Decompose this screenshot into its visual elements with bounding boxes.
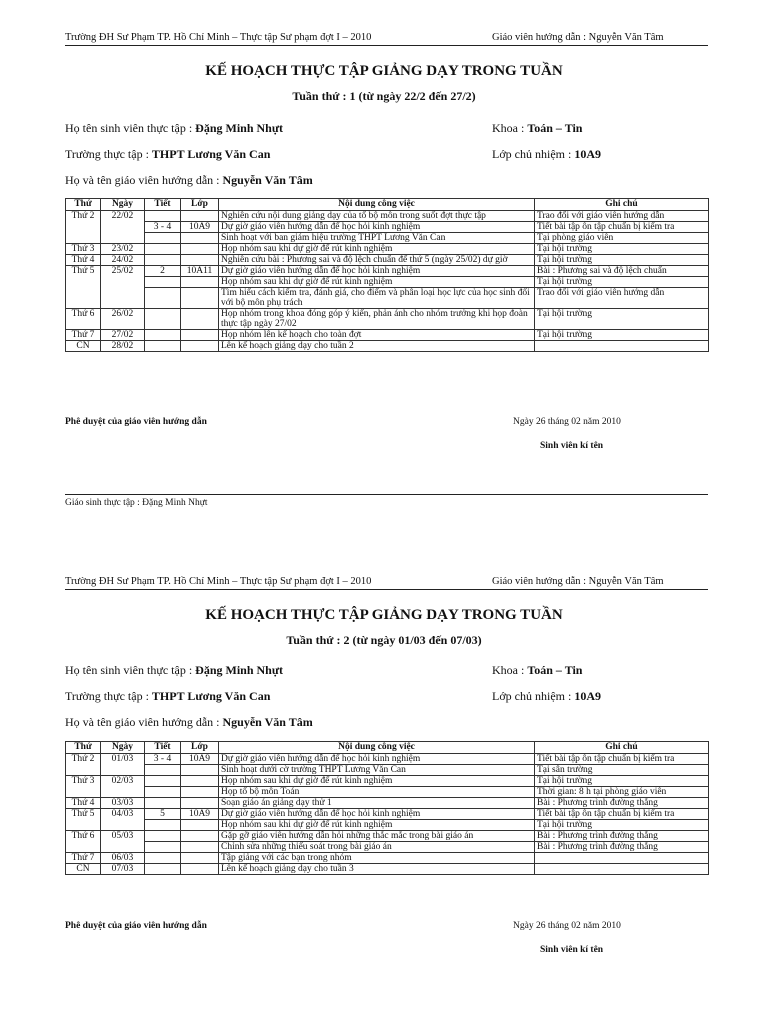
plan-title: KẾ HOẠCH THỰC TẬP GIẢNG DẠY TRONG TUẦN (205, 63, 563, 79)
table-row (66, 341, 709, 352)
homeroom-label: Lớp chủ nhiệm : (492, 147, 575, 161)
cell-note (535, 864, 709, 875)
cell-period (145, 277, 181, 288)
col-header-content: Nội dung công việc (219, 742, 535, 754)
student-line (65, 663, 283, 678)
signature-divider (65, 494, 708, 495)
cell-date: 05/03 (101, 831, 145, 853)
cell-content: Chỉnh sửa những thiếu soát trong bài giáo án (219, 842, 535, 853)
cell-class (181, 309, 219, 330)
cell-date: 02/03 (101, 776, 145, 798)
header-divider (65, 589, 708, 590)
cell-date: 27/02 (101, 330, 145, 341)
signed-date: Ngày 26 tháng 02 năm 2010 (513, 417, 621, 427)
school-name: THPT Lương Văn Can (151, 147, 271, 161)
cell-day: Thứ 4 (66, 798, 101, 809)
cell-class (181, 330, 219, 341)
student-label: Họ tên sinh viên thực tập : (65, 121, 196, 135)
page-header (65, 32, 708, 46)
cell-class (181, 820, 219, 831)
cell-content: Dự giờ giáo viên hướng dẫn để học hỏi kinh nghiệm (219, 809, 535, 820)
homeroom-class: 10A9 (574, 147, 602, 161)
cell-note: Tại hội trường (535, 255, 709, 266)
cell-period (145, 330, 181, 341)
table-row (66, 222, 709, 233)
cell-class (181, 776, 219, 787)
cell-class (181, 842, 219, 853)
header-school: Trường ĐH Sư Phạm TP. Hồ Chí Minh – Thực tập Sư phạm đợt I – 2010 (65, 32, 372, 43)
table-row (66, 787, 709, 798)
cell-day: CN (66, 864, 101, 875)
cell-class (181, 255, 219, 266)
table-row (66, 330, 709, 341)
table-row (66, 266, 709, 277)
cell-content: Dự giờ giáo viên hướng dẫn để học hỏi kinh nghiệm (219, 266, 535, 277)
student-name: Đặng Minh Nhựt (195, 121, 284, 135)
cell-content: Họp tổ bộ môn Toán (219, 787, 535, 798)
cell-note: Trao đổi với giáo viên hướng dẫn (535, 288, 709, 309)
table-row (66, 754, 709, 765)
col-header-class: Lớp (181, 199, 219, 211)
cell-content: Dự giờ giáo viên hướng dẫn để học hỏi kinh nghiệm (219, 222, 535, 233)
week-2-section (0, 576, 768, 1016)
cell-day: Thứ 2 (66, 754, 101, 776)
cell-period (145, 787, 181, 798)
homeroom-line (492, 689, 601, 704)
cell-period: 3 - 4 (145, 222, 181, 233)
school-line (65, 147, 270, 162)
cell-day: Thứ 6 (66, 831, 101, 853)
col-header-note: Ghi chú (535, 742, 709, 754)
cell-class (181, 853, 219, 864)
teacher-line (65, 715, 313, 730)
cell-day: Thứ 2 (66, 211, 101, 244)
table-header-row (66, 199, 709, 211)
student-label: Họ tên sinh viên thực tập : (65, 663, 196, 677)
schedule-table (65, 741, 709, 875)
col-header-period: Tiết (145, 742, 181, 754)
cell-note: Tiết bài tập ôn tập chuẩn bị kiểm tra (535, 754, 709, 765)
cell-period (145, 820, 181, 831)
student-name: Đặng Minh Nhựt (195, 663, 284, 677)
table-row (66, 233, 709, 244)
cell-class (181, 233, 219, 244)
col-header-class: Lớp (181, 742, 219, 754)
header-divider (65, 45, 708, 46)
school-name: THPT Lương Văn Can (151, 689, 271, 703)
col-header-period: Tiết (145, 199, 181, 211)
table-row (66, 255, 709, 266)
cell-class (181, 288, 219, 309)
cell-note: Tại sân trường (535, 765, 709, 776)
cell-date: 07/03 (101, 864, 145, 875)
table-row (66, 211, 709, 222)
cell-content: Sinh hoạt dưới cờ trường THPT Lương Văn Can (219, 765, 535, 776)
approval-label: Phê duyệt của giáo viên hướng dẫn (65, 921, 207, 931)
teacher-name: Nguyễn Văn Tâm (222, 715, 313, 729)
cell-class (181, 765, 219, 776)
cell-day: Thứ 3 (66, 776, 101, 798)
cell-content: Lên kế hoạch giảng dạy cho tuần 2 (219, 341, 535, 352)
cell-note: Tại hội trường (535, 776, 709, 787)
col-header-date: Ngày (101, 199, 145, 211)
col-header-content: Nội dung công việc (219, 199, 535, 211)
col-header-note: Ghi chú (535, 199, 709, 211)
cell-content: Tập giảng với các bạn trong nhóm (219, 853, 535, 864)
cell-class: 10A9 (181, 754, 219, 765)
faculty-name: Toán – Tin (527, 663, 583, 677)
signature-label: Sinh viên kí tên (540, 945, 604, 955)
cell-date: 04/03 (101, 809, 145, 831)
cell-period: 5 (145, 809, 181, 820)
cell-content: Họp nhóm sau khi dự giờ để rút kinh nghiệm (219, 244, 535, 255)
col-header-date: Ngày (101, 742, 145, 754)
week-label: Tuần thứ : 1 (từ ngày 22/2 đến 27/2) (292, 89, 476, 103)
faculty-label: Khoa : (492, 121, 528, 135)
approval-label: Phê duyệt của giáo viên hướng dẫn (65, 417, 207, 427)
homeroom-label: Lớp chủ nhiệm : (492, 689, 575, 703)
cell-period (145, 864, 181, 875)
header-school: Trường ĐH Sư Phạm TP. Hồ Chí Minh – Thực tập Sư phạm đợt I – 2010 (65, 576, 372, 587)
cell-note (535, 853, 709, 864)
col-header-day: Thứ (66, 199, 101, 211)
table-row (66, 765, 709, 776)
teacher-name: Nguyễn Văn Tâm (222, 173, 313, 187)
plan-title: KẾ HOẠCH THỰC TẬP GIẢNG DẠY TRONG TUẦN (205, 607, 563, 623)
schedule-table (65, 198, 709, 352)
cell-day: CN (66, 341, 101, 352)
faculty-line (492, 121, 582, 136)
table-row (66, 842, 709, 853)
cell-period (145, 244, 181, 255)
cell-note: Tại phòng giáo viên (535, 233, 709, 244)
table-row (66, 853, 709, 864)
table-row (66, 831, 709, 842)
cell-note (535, 341, 709, 352)
teacher-label: Họ và tên giáo viên hướng dẫn : (65, 173, 223, 187)
cell-date: 22/02 (101, 211, 145, 244)
cell-date: 23/02 (101, 244, 145, 255)
cell-date: 28/02 (101, 341, 145, 352)
cell-day: Thứ 7 (66, 853, 101, 864)
cell-date: 01/03 (101, 754, 145, 776)
cell-class: 10A9 (181, 222, 219, 233)
cell-period (145, 233, 181, 244)
school-line (65, 689, 270, 704)
cell-day: Thứ 7 (66, 330, 101, 341)
cell-class (181, 211, 219, 222)
student-line (65, 121, 283, 136)
cell-content: Dự giờ giáo viên hướng dẫn để học hỏi kinh nghiệm (219, 754, 535, 765)
cell-note: Tiết bài tập ôn tập chuẩn bị kiểm tra (535, 222, 709, 233)
cell-period: 2 (145, 266, 181, 277)
cell-note: Tại hội trường (535, 330, 709, 341)
cell-day: Thứ 3 (66, 244, 101, 255)
cell-note: Tại hội trường (535, 309, 709, 330)
cell-note: Tại hội trường (535, 277, 709, 288)
cell-note: Bài : Phương trình đường thẳng (535, 798, 709, 809)
cell-period (145, 842, 181, 853)
cell-note: Tại hội trường (535, 244, 709, 255)
cell-note: Bài : Phương trình đường thẳng (535, 831, 709, 842)
cell-date: 06/03 (101, 853, 145, 864)
cell-content: Họp nhóm sau khi dự giờ để rút kinh nghiệm (219, 277, 535, 288)
week-label: Tuần thứ : 2 (từ ngày 01/03 đến 07/03) (286, 633, 482, 647)
cell-date: 25/02 (101, 266, 145, 309)
table-row (66, 288, 709, 309)
table-row (66, 277, 709, 288)
table-row (66, 244, 709, 255)
school-label: Trường thực tập : (65, 147, 152, 161)
page-header (65, 576, 708, 590)
cell-period (145, 798, 181, 809)
cell-note: Tiết bài tập ôn tập chuẩn bị kiểm tra (535, 809, 709, 820)
signed-date: Ngày 26 tháng 02 năm 2010 (513, 921, 621, 931)
homeroom-class: 10A9 (574, 689, 602, 703)
table-row (66, 798, 709, 809)
faculty-label: Khoa : (492, 663, 528, 677)
cell-day: Thứ 6 (66, 309, 101, 330)
cell-class (181, 864, 219, 875)
cell-period (145, 288, 181, 309)
table-row (66, 809, 709, 820)
cell-period (145, 211, 181, 222)
cell-date: 03/03 (101, 798, 145, 809)
cell-content: Họp nhóm sau khi dự giờ để rút kinh nghiệm (219, 820, 535, 831)
trainee-footer: Giáo sinh thực tập : Đặng Minh Nhựt (65, 498, 208, 508)
cell-day: Thứ 5 (66, 809, 101, 831)
cell-content: Nghiên cứu bài : Phương sai và độ lệch chuẩn để thứ 5 (ngày 25/02) dự giờ (219, 255, 535, 266)
cell-note: Bài : Phương sai và độ lệch chuẩn (535, 266, 709, 277)
table-header-row (66, 742, 709, 754)
cell-content: Tìm hiểu cách kiểm tra, đánh giá, cho điểm và phân loại học lực của học sinh đối với bộ môn phụ trách (219, 288, 535, 309)
cell-content: Họp nhóm trong khoa đóng góp ý kiến, phản ánh cho nhóm trưởng khi họp đoàn thực tập ngày 27/02 (219, 309, 535, 330)
table-row (66, 309, 709, 330)
cell-period (145, 853, 181, 864)
cell-period (145, 341, 181, 352)
cell-period: 3 - 4 (145, 754, 181, 765)
cell-class: 10A11 (181, 266, 219, 277)
header-teacher: Giáo viên hướng dẫn : Nguyễn Văn Tâm (492, 32, 664, 43)
faculty-name: Toán – Tin (527, 121, 583, 135)
cell-note: Trao đổi với giáo viên hướng dẫn (535, 211, 709, 222)
cell-period (145, 831, 181, 842)
cell-class (181, 341, 219, 352)
cell-class (181, 787, 219, 798)
cell-note: Tại hội trường (535, 820, 709, 831)
signature-label: Sinh viên kí tên (540, 441, 604, 451)
header-teacher: Giáo viên hướng dẫn : Nguyễn Văn Tâm (492, 576, 664, 587)
faculty-line (492, 663, 582, 678)
cell-period (145, 309, 181, 330)
cell-class (181, 831, 219, 842)
cell-date: 24/02 (101, 255, 145, 266)
cell-content: Soạn giáo án giảng dạy thử 1 (219, 798, 535, 809)
table-row (66, 776, 709, 787)
cell-day: Thứ 4 (66, 255, 101, 266)
cell-note: Bài : Phương trình đường thẳng (535, 842, 709, 853)
cell-content: Họp nhóm sau khi dự giờ để rút kinh nghiệm (219, 776, 535, 787)
table-row (66, 820, 709, 831)
cell-period (145, 255, 181, 266)
cell-class (181, 277, 219, 288)
cell-period (145, 765, 181, 776)
cell-content: Gặp gỡ giáo viên hướng dẫn hỏi những thắc mắc trong bài giáo án (219, 831, 535, 842)
school-label: Trường thực tập : (65, 689, 152, 703)
teacher-label: Họ và tên giáo viên hướng dẫn : (65, 715, 223, 729)
table-row (66, 864, 709, 875)
cell-period (145, 776, 181, 787)
week-1-section (0, 32, 768, 522)
cell-content: Sinh hoạt với ban giám hiệu trường THPT Lương Văn Can (219, 233, 535, 244)
cell-content: Lên kế hoạch giảng dạy cho tuần 3 (219, 864, 535, 875)
col-header-day: Thứ (66, 742, 101, 754)
cell-class (181, 244, 219, 255)
teacher-line (65, 173, 313, 188)
cell-content: Họp nhóm lên kế hoạch cho toàn đợt (219, 330, 535, 341)
cell-date: 26/02 (101, 309, 145, 330)
cell-day: Thứ 5 (66, 266, 101, 309)
cell-note: Thời gian: 8 h tại phòng giáo viên (535, 787, 709, 798)
cell-class: 10A9 (181, 809, 219, 820)
homeroom-line (492, 147, 601, 162)
cell-class (181, 798, 219, 809)
cell-content: Nghiên cứu nội dung giảng dạy của tổ bộ môn trong suốt đợt thực tập (219, 211, 535, 222)
